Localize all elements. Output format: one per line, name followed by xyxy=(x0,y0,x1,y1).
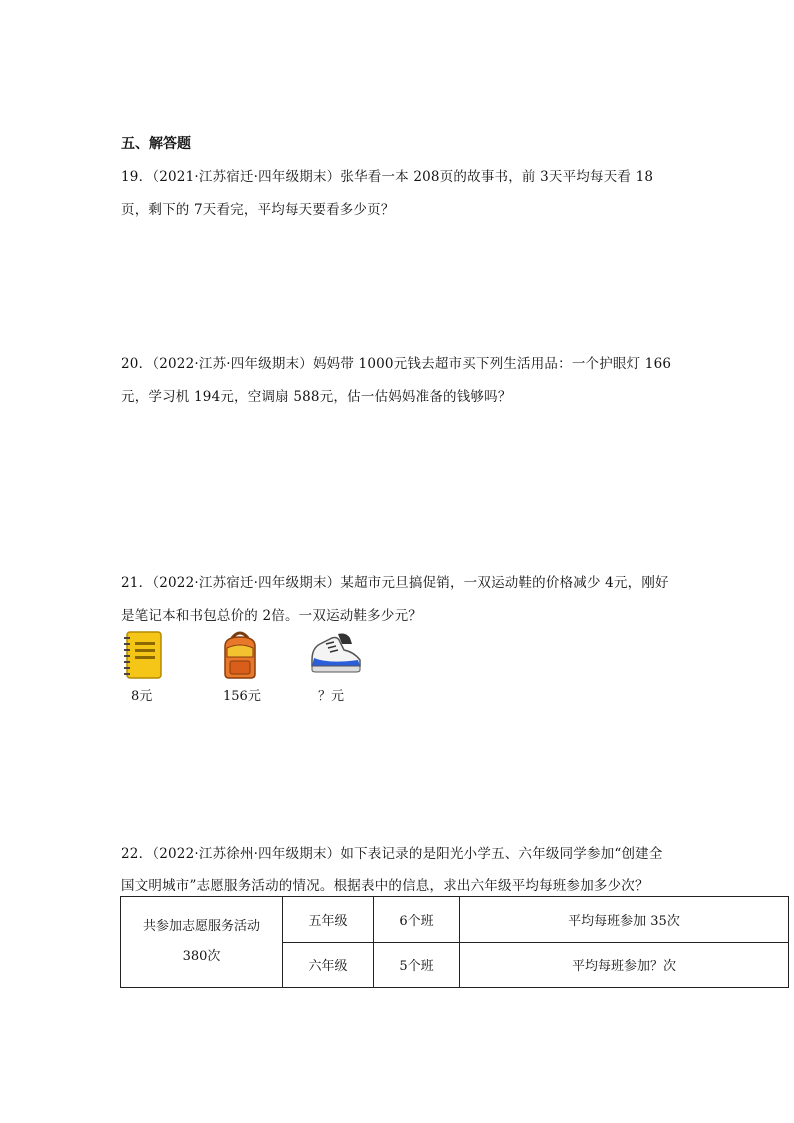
notebook-price: 8元 xyxy=(131,689,153,704)
backpack-icon xyxy=(219,630,261,680)
classes-cell: 5个班 xyxy=(374,942,460,988)
q21-line2: 是笔记本和书包总价的 2倍。一双运动鞋多少元？ xyxy=(121,608,422,624)
table-row xyxy=(121,897,789,943)
sneaker-price: ？元 xyxy=(318,689,345,704)
volunteer-table xyxy=(120,896,789,988)
average-cell: 平均每班参加？次 xyxy=(460,942,789,988)
total-activities-cell xyxy=(121,897,283,988)
q22-line1: 22．（2022·江苏徐州·四年级期末）如下表记录的是阳光小学五、六年级同学参加“创建全 xyxy=(121,846,663,862)
grade-cell: 五年级 xyxy=(283,897,374,943)
total-activities-count: 380次 xyxy=(182,949,221,964)
q19-line2: 页，剩下的 7天看完，平均每天要看多少页？ xyxy=(121,202,395,218)
notebook-icon xyxy=(122,630,164,680)
backpack-price: 156元 xyxy=(223,689,261,704)
sneaker-icon xyxy=(308,630,364,678)
average-cell: 平均每班参加 35次 xyxy=(460,897,789,943)
q19-line1: 19．（2021·江苏宿迁·四年级期末）张华看一本 208页的故事书，前 3天平均每天看 18 xyxy=(121,169,654,185)
grade-cell: 六年级 xyxy=(283,942,374,988)
classes-cell: 6个班 xyxy=(374,897,460,943)
q20-line1: 20．（2022·江苏·四年级期末）妈妈带 1000元钱去超市买下列生活用品：一个护眼灯 166 xyxy=(121,356,672,372)
section-title: 五、解答题 xyxy=(121,136,191,152)
total-activities-label: 共参加志愿服务活动 xyxy=(142,919,260,934)
q21-line1: 21．（2022·江苏宿迁·四年级期末）某超市元旦搞促销，一双运动鞋的价格减少 4元，刚好 xyxy=(121,575,669,591)
q22-line2: 国文明城市”志愿服务活动的情况。根据表中的信息，求出六年级平均每班参加多少次？ xyxy=(121,878,649,894)
q20-line2: 元，学习机 194元，空调扇 588元，估一估妈妈准备的钱够吗？ xyxy=(121,389,512,405)
